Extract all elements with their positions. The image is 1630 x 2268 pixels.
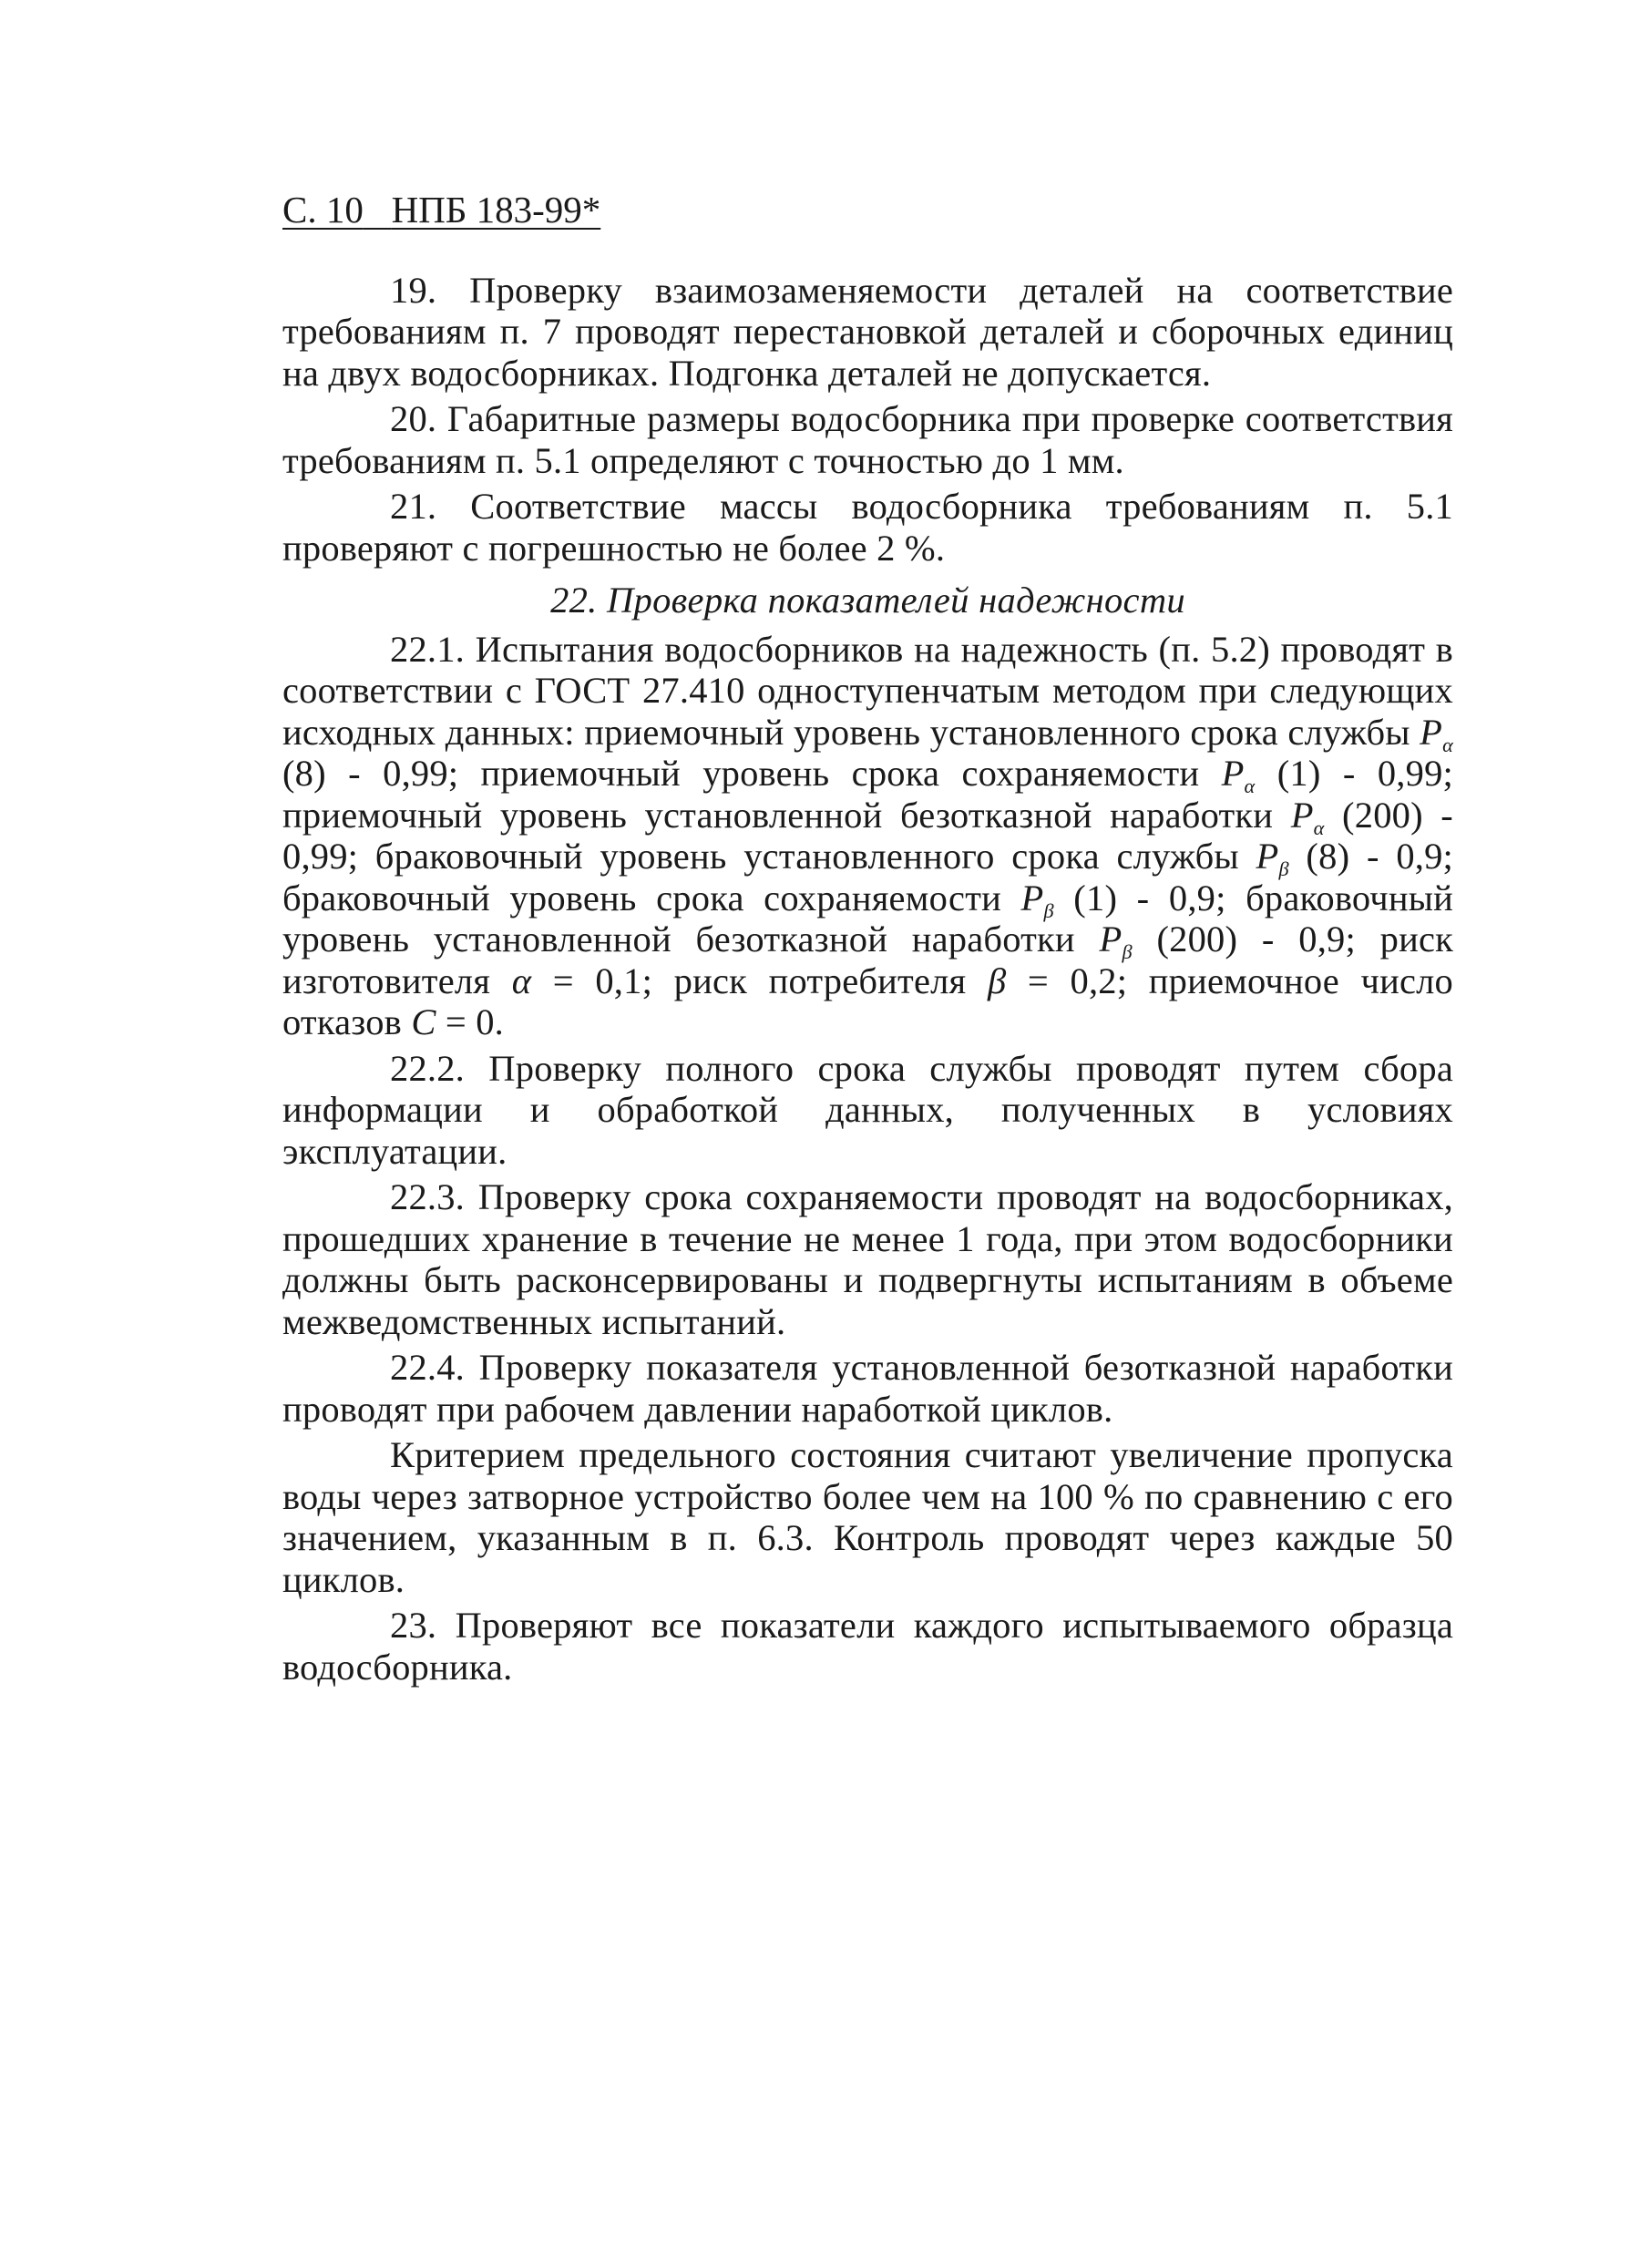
paragraph-20: 20. Габаритные размеры водосборника при проверке соответствия требованиям п. 5.1 определяют с точностью до 1 мм. — [282, 398, 1453, 481]
text-fragment: 22.1. Испытания водосборников на надежность (п. 5.2) проводят в соответствии с ГОСТ 27.410 одноступенчатым методом при следующих исходных данных: приемочный уровень установленного срока службы — [282, 628, 1453, 753]
text-fragment: (200) - 0,9; риск изготовителя — [282, 918, 1453, 1001]
document-page — [282, 190, 1453, 1692]
paragraph-22-4: 22.4. Проверку показателя установленной безотказной наработки проводят при рабочем давлении наработкой циклов. — [282, 1347, 1453, 1430]
text-fragment: (1) - 0,99; приемочный уровень установленной безотказной наработки — [282, 753, 1453, 836]
text-fragment: (200) - 0,99; браковочный уровень установленного срока службы — [282, 794, 1453, 877]
section-title-22: 22. Проверка показателей надежности — [550, 580, 1185, 621]
symbol-p: $P_\beta$ — [1099, 918, 1133, 963]
page-number: С. 10 — [282, 189, 364, 231]
text-fragment: (8) - 0,9; браковочный уровень срока сохраняемости — [282, 836, 1453, 918]
paragraph-23: 23. Проверяют все показатели каждого испытываемого образца водосборника. — [282, 1605, 1453, 1688]
paragraph-22-3: 22.3. Проверку срока сохраняемости проводят на водосборниках, прошедших хранение в течение не менее 1 года, при этом водосборники должны быть расконсервированы и подвергнуты испытаниям в объеме межведомственных испытаний. — [282, 1176, 1453, 1342]
page-header — [282, 190, 1453, 231]
symbol-p: $P_\alpha$ — [1420, 711, 1453, 756]
symbol-alpha: α — [511, 960, 532, 1001]
text-fragment: (1) - 0,9; браковочный уровень установленной безотказной наработки — [282, 877, 1453, 960]
symbol-p: $P_\alpha$ — [1290, 794, 1325, 839]
symbol-c: C — [411, 1001, 436, 1042]
symbol-p: $P_\beta$ — [1256, 836, 1289, 880]
paragraph-22-2: 22.2. Проверку полного срока службы проводят путем сбора информации и обработкой данных, полученных в условиях эксплуатации. — [282, 1047, 1453, 1172]
text-fragment: (8) - 0,99; приемочный уровень срока сохраняемости — [282, 753, 1222, 794]
paragraph-19: 19. Проверку взаимозаменяемости деталей на соответствие требованиям п. 7 проводят перестановкой деталей и сборочных единиц на двух водосборниках. Подгонка деталей не допускается. — [282, 269, 1453, 394]
symbol-p: $P_\alpha$ — [1221, 753, 1256, 797]
text-fragment: = 0. — [436, 1001, 505, 1042]
paragraph-21: 21. Соответствие массы водосборника требованиям п. 5.1 проверяют с погрешностью не более 2 %. — [282, 486, 1453, 569]
text-fragment: = 0,2; приемочное число отказов — [282, 960, 1453, 1042]
paragraph-22-4-criteria: Критерием предельного состояния считают увеличение пропуска воды через затворное устройство более чем на 100 % по сравнению с его значением, указанным в п. 6.3. Контроль проводят через каждые 50 циклов. — [282, 1434, 1453, 1600]
text-fragment: = 0,1; риск потребителя — [531, 960, 988, 1001]
document-code: НПБ 183-99* — [391, 189, 601, 231]
paragraph-22-1 — [282, 629, 1453, 1043]
symbol-p: $P_\beta$ — [1020, 877, 1054, 922]
symbol-beta: β — [987, 960, 1007, 1001]
